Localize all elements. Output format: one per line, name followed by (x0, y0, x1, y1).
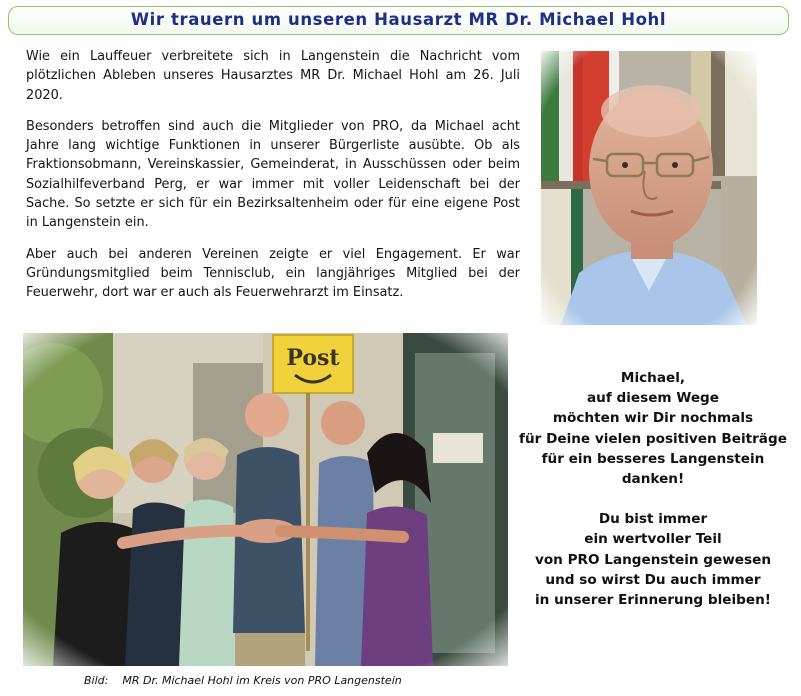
tribute-spacer (514, 489, 792, 509)
paragraph-1: Wie ein Lauffeuer verbreitete sich in Langenstein die Nachricht vom plötzlichen Ableben unseres Hausarztes MR Dr. Michael Hohl am 26. Juli 2020. (26, 49, 520, 103)
photo-caption (84, 674, 402, 687)
caption-label: Bild: (84, 674, 109, 687)
tribute-line: ein wertvoller Teil (584, 531, 722, 548)
page-title: Wir trauern um unseren Hausarzt MR Dr. Michael Hohl (130, 10, 667, 29)
caption-text: MR Dr. Michael Hohl im Kreis von PRO Langenstein (122, 674, 402, 687)
tribute-line: für Deine vielen positiven Beiträge (519, 430, 787, 447)
tribute-line: in unserer Erinnerung bleiben! (535, 592, 771, 609)
paragraph-3: Aber auch bei anderen Vereinen zeigte er viel Engagement. Er war Gründungsmitglied beim Tennisclub, ein langjähriges Mitglied bei der Feuerwehr, dort war er auch als Feuerwehrarzt im Einsatz. (26, 246, 520, 301)
tribute-line: Michael, (620, 370, 686, 386)
tribute-text (514, 368, 792, 610)
title-banner (8, 6, 789, 35)
tribute-line: für ein besseres Langenstein (541, 450, 765, 467)
paragraph-2: Besonders betroffen sind auch die Mitglieder von PRO, da Michael acht Jahre lang wichtige Funktionen in unserer Bürgerliste ausübte. Ob als Fraktionsobmann, Vereinskassier, Gemeinderat, in Ausschüssen oder beim Sozialhilfeverband Perg, er war immer mit voller Leidenschaft bei der Sache. So setzte er sich für ein Bezirksaltenheim oder für eine eigene Post in Langenstein ein. (26, 118, 520, 231)
group-illustration (23, 333, 508, 666)
tribute-line: möchten wir Dir nochmals (552, 410, 754, 427)
article-body (26, 47, 520, 315)
group-photo (23, 333, 508, 666)
tribute-line: auf diesem Wege (587, 390, 719, 407)
tribute-line: danken! (621, 471, 685, 488)
portrait-illustration (541, 51, 757, 325)
portrait-photo (541, 51, 757, 325)
tribute-line: von PRO Langenstein gewesen (534, 551, 772, 568)
tribute-line: Du bist immer (598, 511, 708, 528)
tribute-line: und so wirst Du auch immer (545, 571, 761, 588)
